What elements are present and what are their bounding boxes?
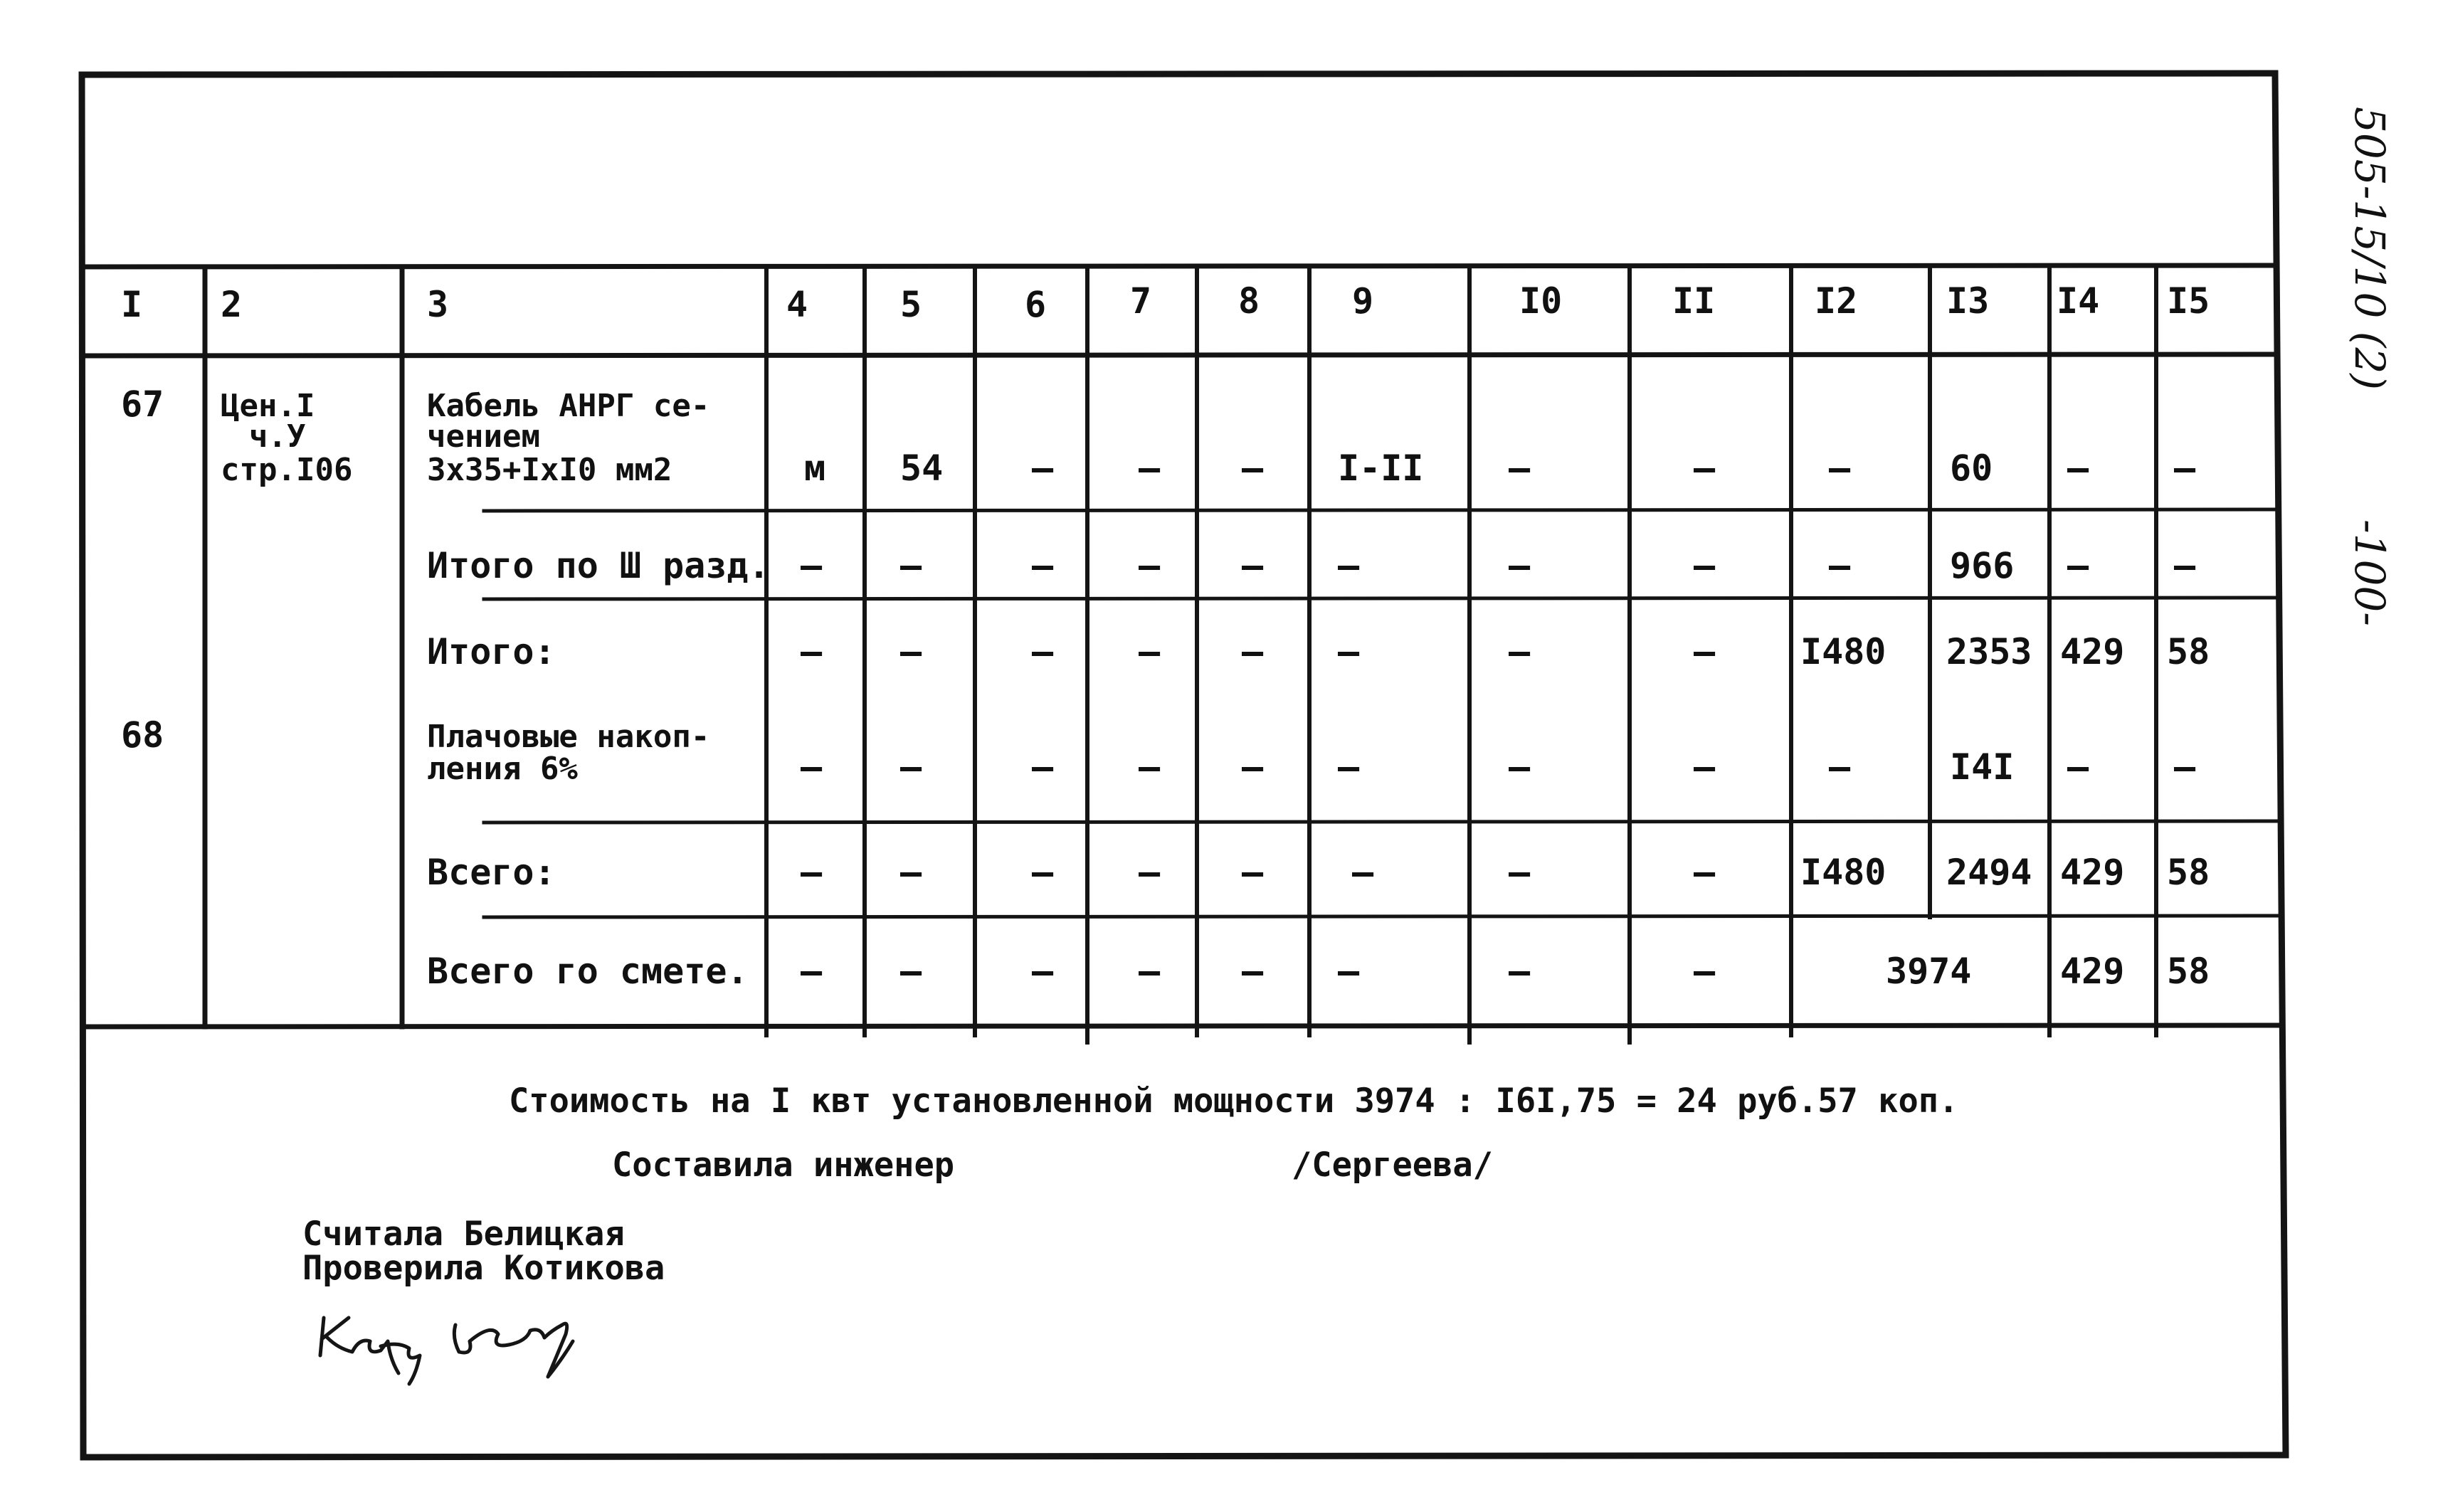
col-header-2: 2 [221, 284, 243, 325]
item-name-line: чением [427, 418, 540, 455]
table-cell: I-II [1338, 448, 1424, 489]
signature-belitskaya [454, 1323, 573, 1377]
table-cell: – [2067, 545, 2089, 586]
col-header-12: I2 [1815, 280, 1858, 322]
cost-per-kw-line: Стоимость на I квт установленной мощности 3974 : I6I,75 = 24 руб.57 коп. [509, 1082, 1959, 1121]
table-cell: 429 [2060, 852, 2125, 893]
checked-by-line: Проверила Котикова [302, 1249, 665, 1288]
item-name-line: ления 6% [427, 751, 578, 787]
table-cell: – [1032, 852, 1054, 893]
table-cell: – [900, 746, 922, 788]
table-row [121, 714, 2196, 788]
col-header-3: 3 [427, 284, 449, 325]
col-header-7: 7 [1130, 280, 1152, 322]
item-name-line: Всего го смете. [427, 951, 749, 992]
row-number: 67 [121, 384, 164, 425]
item-name-line: Итого: [427, 631, 556, 672]
column-header-row [121, 280, 2210, 325]
col-header-1: I [121, 284, 143, 325]
table-cell: 58 [2167, 631, 2210, 672]
table-cell: – [1352, 852, 1374, 893]
col-header-6: 6 [1025, 284, 1047, 325]
item-name-line: 3х35+IхI0 мм2 [427, 452, 672, 488]
item-name-line: Плачовые накоп- [427, 719, 710, 755]
table-cell: I480 [1800, 631, 1886, 672]
col-header-10: I0 [1519, 280, 1563, 322]
table-cell: – [801, 545, 823, 586]
table-cell: – [801, 951, 823, 992]
table-cell: – [1242, 951, 1264, 992]
col-header-14: I4 [2057, 280, 2100, 322]
table-cell: – [1829, 448, 1851, 489]
counted-by-line: Считала Белицкая [302, 1215, 625, 1254]
table-cell: I4I [1950, 746, 2015, 788]
table-cell: – [1032, 448, 1054, 489]
table-cell: – [900, 631, 922, 672]
table-cell: 429 [2060, 631, 2125, 672]
table-cell: – [1139, 448, 1161, 489]
composed-by-label: Составила инженер [612, 1146, 955, 1185]
signature-kotikova [320, 1318, 420, 1384]
table-row [427, 852, 2210, 893]
table-cell: – [1139, 951, 1161, 992]
table-cell: – [1829, 545, 1851, 586]
table-cell: – [1694, 746, 1716, 788]
table-cell: – [801, 746, 823, 788]
table-cell: – [1829, 746, 1851, 788]
table-row [121, 384, 2196, 489]
page-number: -100- [2345, 519, 2394, 626]
table-cell: 2494 [1946, 852, 2032, 893]
table-row [427, 951, 2210, 992]
row-number: 68 [121, 714, 164, 756]
item-name-line: Кабель АНРГ се- [427, 388, 710, 424]
col-header-15: I5 [2167, 280, 2210, 322]
table-cell: 60 [1950, 448, 1993, 489]
table-cell: 429 [2060, 951, 2125, 992]
table-cell: – [1338, 951, 1360, 992]
table-cell: 58 [2167, 951, 2210, 992]
col-header-11: II [1672, 280, 1716, 322]
table-cell: – [2174, 545, 2196, 586]
table-cell: – [1694, 852, 1716, 893]
table-cell: – [801, 852, 823, 893]
col-header-13: I3 [1946, 280, 1990, 322]
reference-line: Цен.I [221, 388, 315, 424]
table-cell: – [1509, 448, 1531, 489]
margin-annotations [2345, 107, 2394, 626]
table-cell: – [1139, 746, 1161, 788]
table-cell: – [1242, 852, 1264, 893]
table-cell: – [2174, 746, 2196, 788]
table-cell: I480 [1800, 852, 1886, 893]
table-cell: – [900, 545, 922, 586]
table-cell: – [1694, 951, 1716, 992]
footer-notes [302, 1082, 1958, 1288]
unit-cell: м [804, 448, 826, 489]
table-cell: – [2067, 448, 2089, 489]
table-cell: 58 [2167, 852, 2210, 893]
table-row [427, 631, 2210, 672]
table-cell: – [1338, 631, 1360, 672]
reference-line: стр.I06 [221, 452, 353, 488]
table-cell: – [1032, 545, 1054, 586]
table-cell: – [1139, 545, 1161, 586]
col-header-4: 4 [786, 284, 808, 325]
table-cell: – [1139, 852, 1161, 893]
table-cell: – [1139, 631, 1161, 672]
table-cell: – [1242, 631, 1264, 672]
table-cell: – [1694, 631, 1716, 672]
col-header-9: 9 [1352, 280, 1374, 322]
table-cell: – [1242, 448, 1264, 489]
table-cell: – [1694, 545, 1716, 586]
table-cell: – [1509, 631, 1531, 672]
table-cell: – [1242, 545, 1264, 586]
table-cell: – [2174, 448, 2196, 489]
table-cell: – [1032, 951, 1054, 992]
table-cell: – [900, 852, 922, 893]
handwritten-signatures [320, 1318, 573, 1384]
table-cell: 966 [1950, 545, 2015, 586]
col-header-8: 8 [1238, 280, 1260, 322]
table-cell: – [801, 631, 823, 672]
table-cell: 2353 [1946, 631, 2032, 672]
reference-line: ч.У [249, 418, 306, 455]
table-cell: – [1032, 631, 1054, 672]
item-name-line: Итого по Ш разд. [427, 545, 770, 586]
table-cell: – [1694, 448, 1716, 489]
table-cell: – [1509, 951, 1531, 992]
table-cell: – [1242, 746, 1264, 788]
composed-by-name: /Сергеева/ [1292, 1146, 1493, 1185]
table-cell: – [1032, 746, 1054, 788]
table-cell: – [1509, 746, 1531, 788]
quantity-cell: 54 [900, 448, 944, 489]
table-cell: – [1338, 545, 1360, 586]
table-cell: – [1509, 852, 1531, 893]
table-cell: – [2067, 746, 2089, 788]
item-name-line: Всего: [427, 852, 556, 893]
table-cell: – [1338, 746, 1360, 788]
table-cell: – [900, 951, 922, 992]
merged-total-cell: 3974 [1886, 951, 1972, 992]
table-cell: – [1509, 545, 1531, 586]
col-header-5: 5 [900, 284, 922, 325]
margin-document-code: 505-15/10 (2) [2345, 107, 2394, 391]
